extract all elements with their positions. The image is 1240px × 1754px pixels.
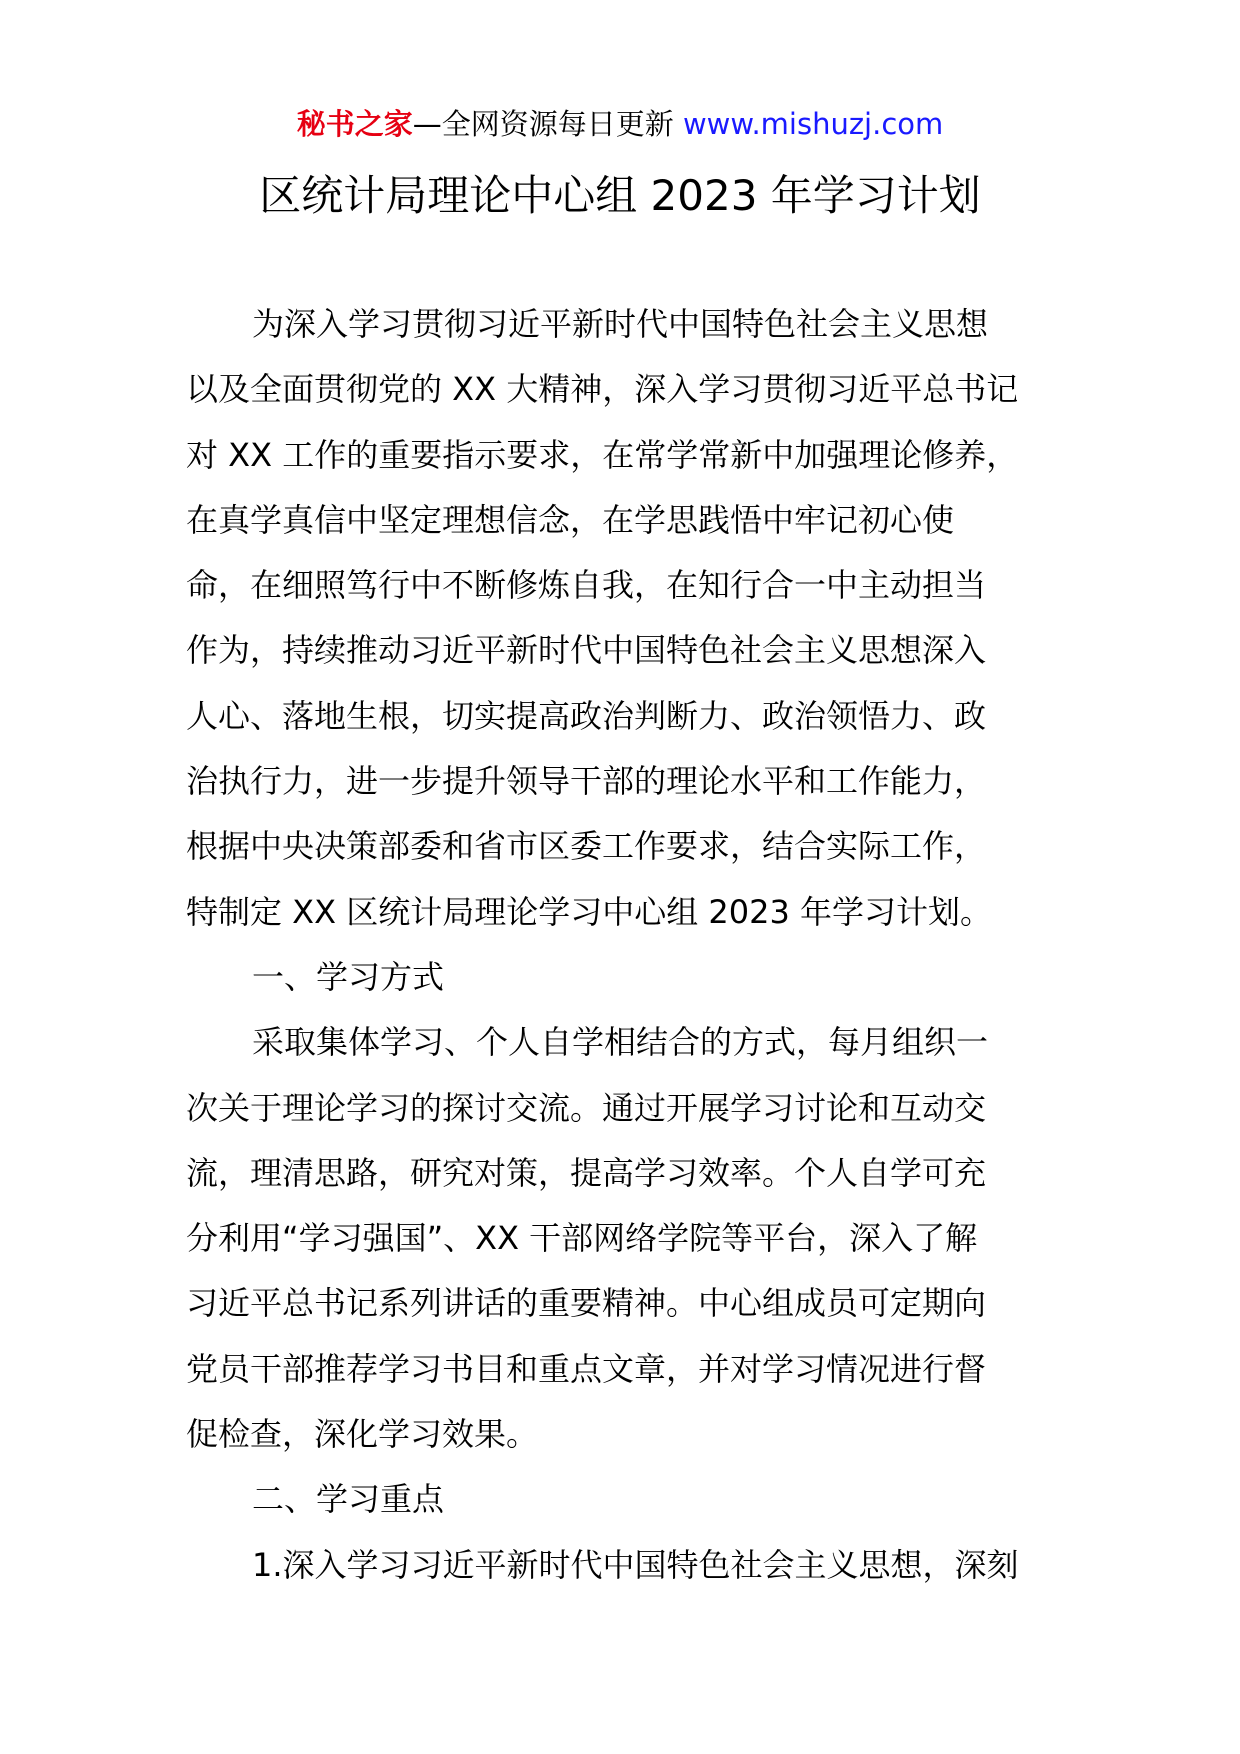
paragraph-line: 命，在细照笃行中不断修炼自我，在知行合一中主动担当 (186, 566, 987, 605)
document-title: 区统计局理论中心组 2023 年学习计划 (259, 171, 981, 220)
document-body (186, 292, 1060, 1598)
paragraph-line: 作为，持续推动习近平新时代中国特色社会主义思想深入 (186, 631, 987, 670)
paragraph-line: 习近平总书记系列讲话的重要精神。中心组成员可定期向 (186, 1284, 987, 1323)
site-brand: 秘书之家 (296, 107, 413, 141)
paragraph-line: 治执行力，进一步提升领导干部的理论水平和工作能力， (186, 762, 987, 801)
paragraph-line: 人心、落地生根，切实提高政治判断力、政治领悟力、政 (186, 696, 987, 735)
paragraph-line: 次关于理论学习的探讨交流。通过开展学习讨论和互动交 (186, 1088, 987, 1127)
paragraph-line: 以及全面贯彻党的 XX 大精神，深入学习贯彻习近平总书记 (186, 370, 1019, 409)
paragraph-line: 特制定 XX 区统计局理论学习中心组 2023 年学习计划。 (186, 892, 992, 931)
paragraph-line: 对 XX 工作的重要指示要求，在常学常新中加强理论修养， (186, 435, 1019, 474)
site-header (0, 100, 1240, 148)
paragraph-line: 党员干部推荐学习书目和重点文章，并对学习情况进行督 (186, 1349, 987, 1388)
paragraph-line: 促检查，深化学习效果。 (186, 1415, 539, 1454)
site-url-link[interactable]: www.mishuzj.com (682, 107, 944, 141)
paragraph-line: 分利用“学习强国”、XX 干部网络学院等平台，深入了解 (186, 1219, 978, 1258)
list-item: 1.深入学习习近平新时代中国特色社会主义思想，深刻 (252, 1545, 1019, 1584)
paragraph-line: 在真学真信中坚定理想信念，在学思践悟中牢记初心使 (186, 500, 955, 539)
paragraph-line: 为深入学习贯彻习近平新时代中国特色社会主义思想 (252, 305, 989, 343)
section-heading: 二、学习重点 (252, 1480, 445, 1519)
section-heading: 一、学习方式 (252, 957, 445, 996)
paragraph-line: 根据中央决策部委和省市区委工作要求，结合实际工作， (186, 827, 987, 866)
paragraph-line: 采取集体学习、个人自学相结合的方式，每月组织一 (252, 1023, 989, 1062)
site-tagline: —全网资源每日更新 (412, 107, 683, 141)
paragraph-line: 流，理清思路，研究对策，提高学习效率。个人自学可充 (186, 1153, 987, 1192)
